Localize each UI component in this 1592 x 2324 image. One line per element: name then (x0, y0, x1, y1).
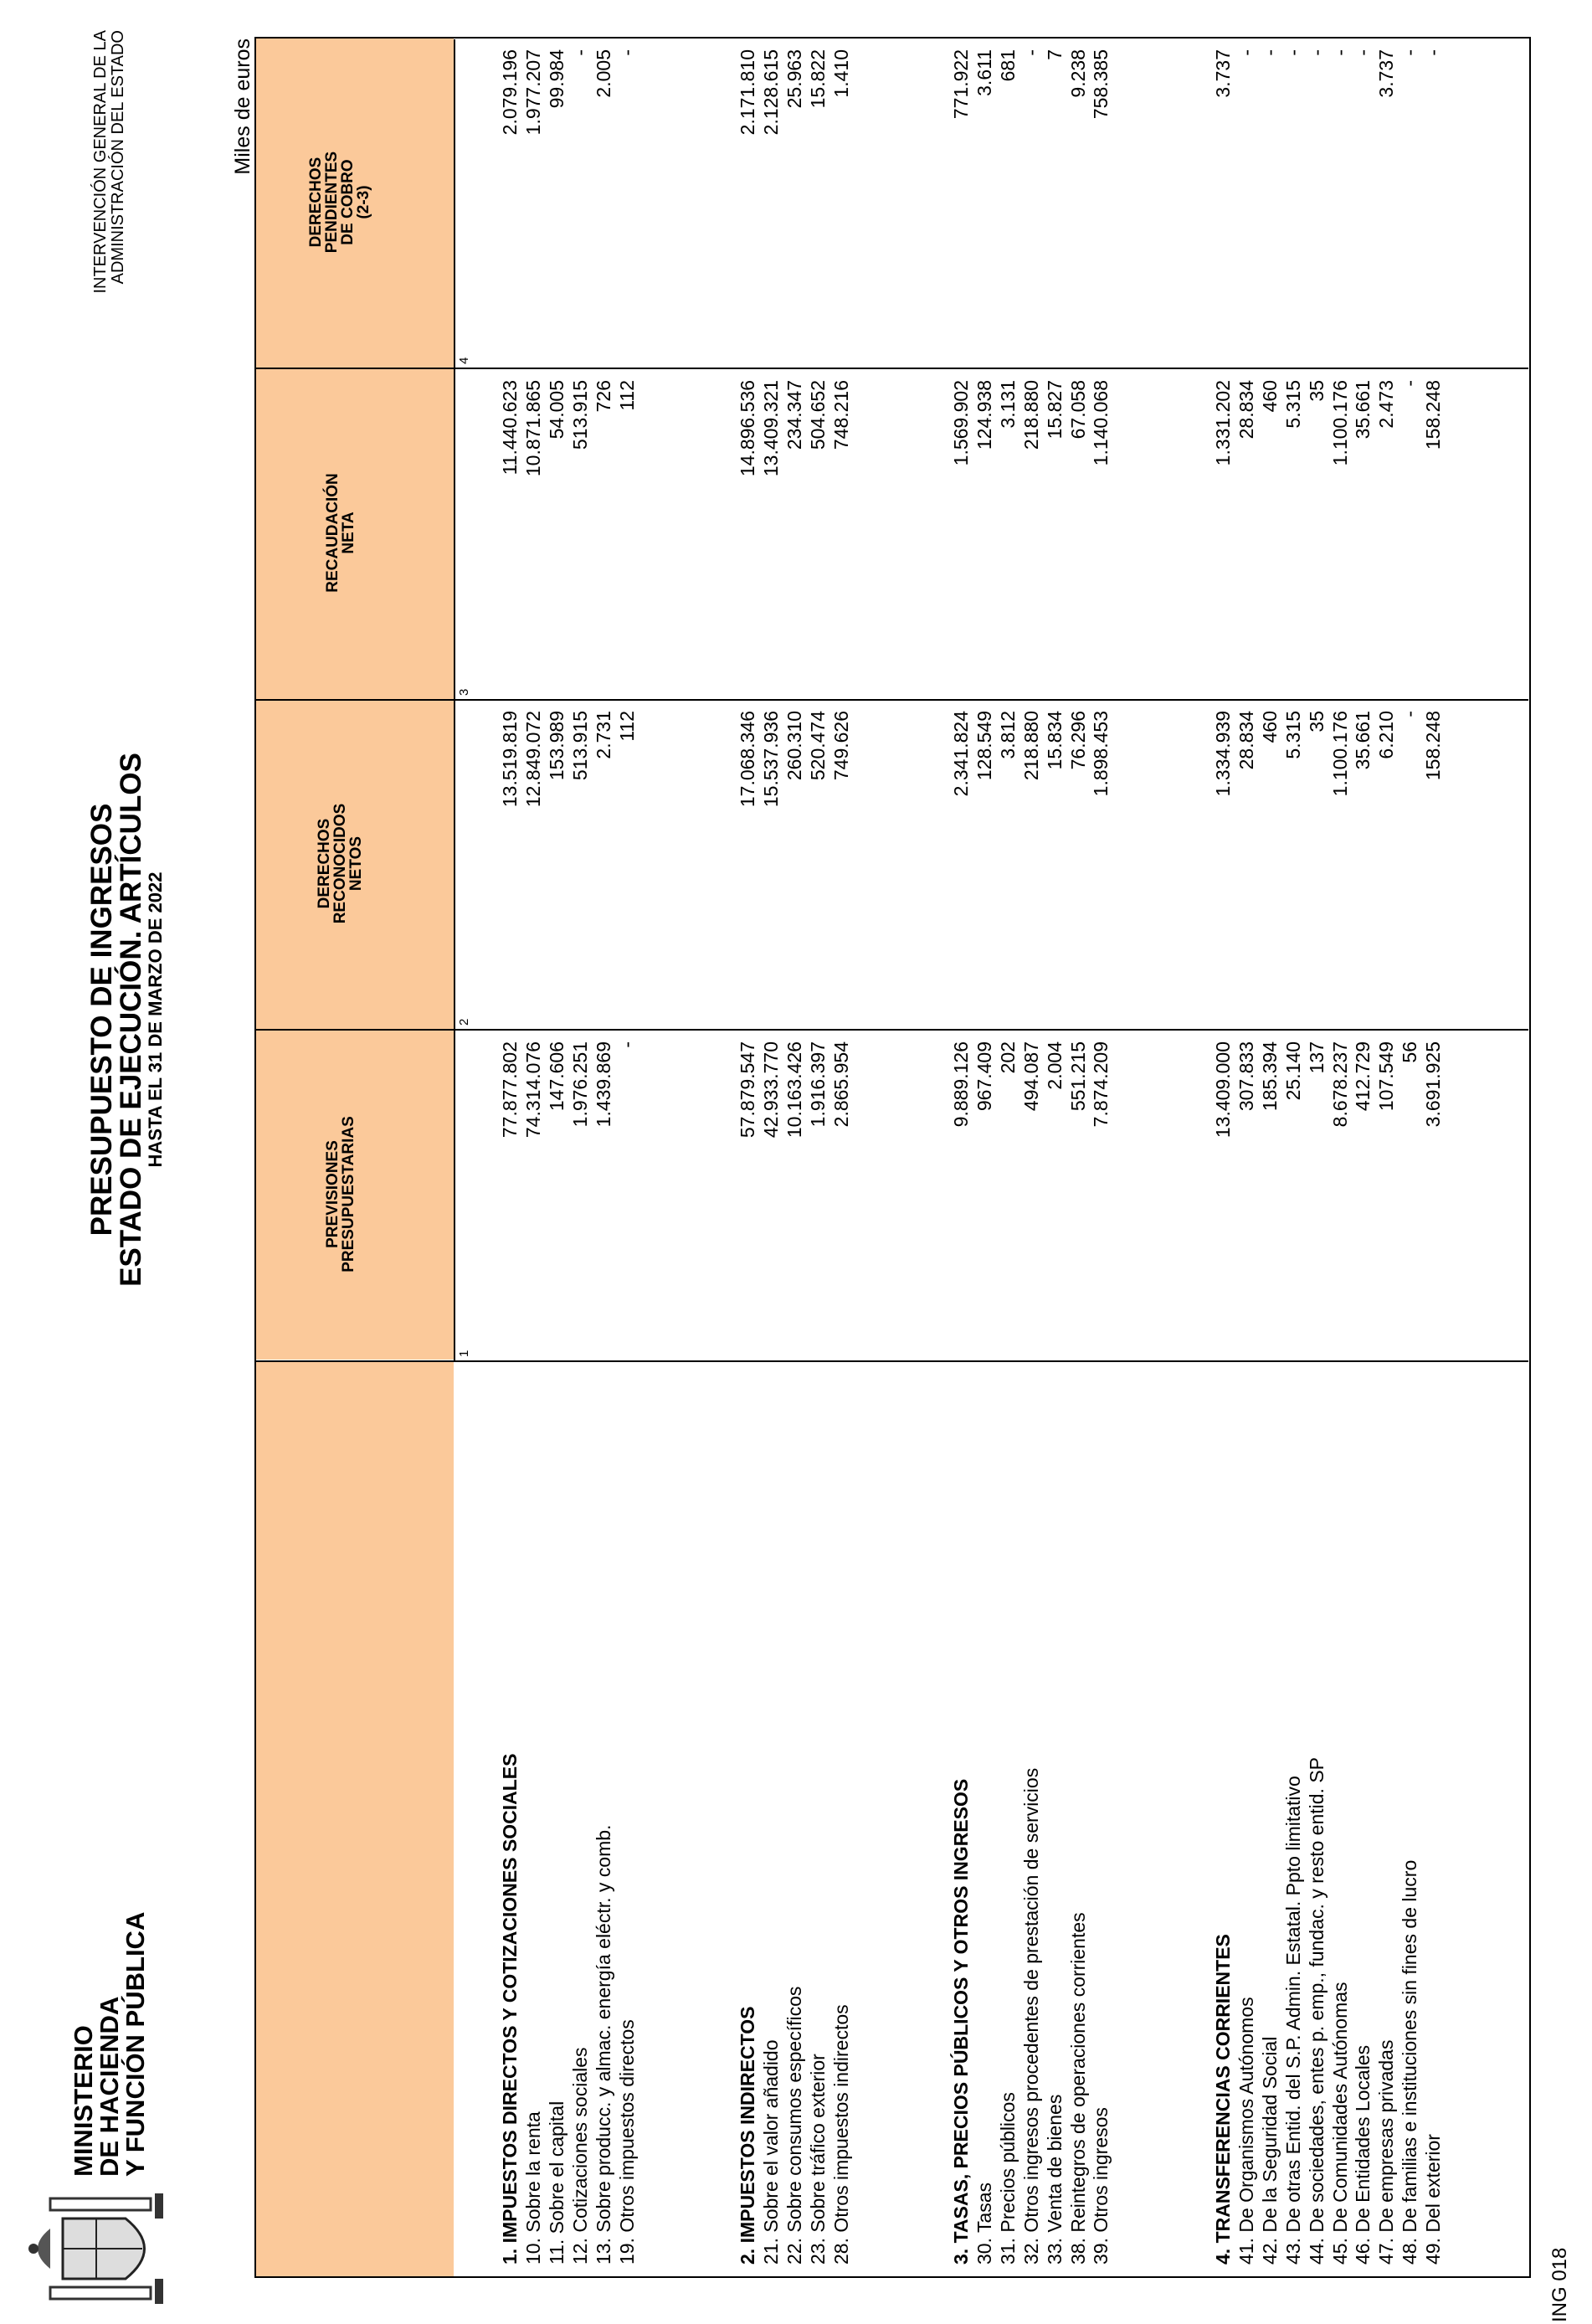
value-cell: 54.005 (545, 380, 567, 440)
value-cell: - (1399, 49, 1421, 56)
value-cell: 260.310 (783, 711, 805, 781)
table-row (1259, 39, 1281, 2276)
value-cell: 12.849.072 (521, 711, 544, 808)
value-cell: 3.611 (973, 49, 995, 96)
row-label: 30. Tasas (973, 2182, 995, 2265)
column-header-derechos-reconocidos: DERECHOS RECONOCIDOS NETOS (316, 803, 365, 924)
value-cell: 771.922 (950, 49, 972, 120)
value-cell: 7.874.209 (1090, 1041, 1112, 1128)
row-label: 23. Sobre tráfico exterior (806, 2054, 829, 2265)
units-label: Miles de euros (231, 39, 254, 175)
row-label: 19. Otros impuestos directos (615, 2019, 638, 2265)
value-cell: 124.938 (973, 380, 995, 450)
value-cell: 551.215 (1066, 1041, 1089, 1112)
table-row (546, 39, 568, 2276)
value-cell: 3.737 (1375, 49, 1398, 98)
title-line-3: HASTA EL 31 DE MARZO DE 2022 (145, 872, 166, 1168)
table-row (1235, 39, 1258, 2276)
value-cell: 99.984 (545, 49, 567, 109)
table-row (616, 39, 639, 2276)
table-row (1306, 39, 1328, 2276)
table-row (783, 39, 806, 2276)
column-number: 1 (457, 1350, 471, 1357)
column-header-previsiones: PREVISIONES PRESUPUESTARIAS (324, 1116, 357, 1273)
value-cell: 2.171.810 (737, 49, 758, 136)
column-number: 4 (457, 357, 471, 364)
value-cell: - (1352, 49, 1374, 56)
table-row (830, 39, 853, 2276)
value-cell: 1.100.176 (1328, 380, 1351, 466)
value-cell: - (1258, 49, 1281, 56)
value-cell: 128.549 (973, 711, 995, 781)
value-cell: 14.896.536 (737, 380, 758, 477)
row-label: 13. Sobre producc. y almac. energía eléctr. y comb. (592, 1824, 614, 2265)
table-row (973, 39, 996, 2276)
value-cell: 185.394 (1258, 1041, 1281, 1112)
budget-table (254, 37, 1531, 2278)
value-cell: - (1305, 49, 1328, 56)
table-row (760, 39, 783, 2276)
group-total-row (1212, 39, 1235, 2276)
value-cell: - (615, 49, 638, 56)
row-label: 12. Cotizaciones sociales (568, 2047, 591, 2265)
value-cell: 218.880 (1019, 380, 1042, 450)
value-cell: 748.216 (829, 380, 852, 450)
table-row (1090, 39, 1112, 2276)
coat-of-arms-icon (17, 2190, 184, 2307)
value-cell: 35 (1305, 711, 1328, 733)
column-number: 3 (457, 688, 471, 696)
row-label: 38. Reintegros de operaciones corrientes (1066, 1912, 1089, 2265)
row-label: 41. De Organismos Autónomos (1235, 1997, 1257, 2265)
value-cell: 13.409.000 (1212, 1041, 1234, 1139)
value-cell: 77.877.802 (499, 1041, 521, 1139)
group-total-row (499, 39, 521, 2276)
value-cell: 234.347 (783, 380, 805, 450)
table-row (593, 39, 615, 2276)
row-label: 42. De la Seguridad Social (1258, 2036, 1281, 2265)
value-cell: 2.865.954 (829, 1041, 852, 1128)
row-label: 43. De otras Entid. del S.P. Admin. Estatal. Ppto limitativo (1281, 1776, 1304, 2265)
value-cell: 57.879.547 (737, 1041, 758, 1139)
value-cell: 1.331.202 (1212, 380, 1234, 466)
row-label: 44. De sociedades, entes p. emp., fundac. y resto entid. SP (1305, 1756, 1328, 2265)
table-row (1329, 39, 1352, 2276)
table-row (1399, 39, 1421, 2276)
report-title (87, 593, 166, 1447)
value-cell: - (1235, 49, 1257, 56)
row-label: 21. Sobre el valor añadido (759, 2039, 782, 2265)
intervention-general: INTERVENCIÓN GENERAL DE LA ADMINISTRACIÓN DEL ESTADO (91, 30, 127, 294)
value-cell: - (1422, 49, 1445, 56)
value-cell: 15.822 (806, 49, 829, 109)
document-code: ING 018 (1548, 2247, 1571, 2322)
table-row (1067, 39, 1090, 2276)
row-label: 33. Venta de bienes (1043, 2094, 1066, 2265)
row-label: 11. Sobre el capital (545, 2100, 567, 2265)
value-cell: 137 (1305, 1041, 1328, 1074)
value-cell: 202 (996, 1041, 1019, 1074)
value-cell: 25.140 (1281, 1041, 1304, 1101)
value-cell: 9.238 (1066, 49, 1089, 98)
group-title: 3. TASAS, PRECIOS PÚBLICOS Y OTROS INGRESOS (950, 1778, 972, 2265)
value-cell: 28.834 (1235, 711, 1257, 770)
column-header-pendientes: DERECHOS PENDIENTES DE COBRO (2-3) (307, 151, 372, 254)
value-cell: 42.933.770 (759, 1041, 782, 1139)
value-cell: 3.131 (996, 380, 1019, 429)
table-row (1352, 39, 1374, 2276)
table-row (1044, 39, 1066, 2276)
value-cell: 35.661 (1352, 711, 1374, 770)
value-cell: 158.248 (1422, 380, 1445, 450)
value-cell: 1.140.068 (1090, 380, 1112, 466)
value-cell: 412.729 (1352, 1041, 1374, 1112)
value-cell: 218.880 (1019, 711, 1042, 781)
table-row (807, 39, 829, 2276)
value-cell: 76.296 (1066, 711, 1089, 770)
value-cell: 15.827 (1043, 380, 1066, 440)
value-cell: - (1399, 711, 1421, 717)
value-cell: 1.569.902 (950, 380, 972, 466)
value-cell: 520.474 (806, 711, 829, 781)
value-cell: 13.519.819 (499, 711, 521, 808)
row-label: 39. Otros ingresos (1090, 2107, 1112, 2265)
value-cell: 15.537.936 (759, 711, 782, 808)
value-cell: 17.068.346 (737, 711, 758, 808)
value-cell: - (1019, 49, 1042, 56)
value-cell: 11.440.623 (499, 380, 521, 476)
value-cell: 74.314.076 (521, 1041, 544, 1139)
group-total-row (950, 39, 973, 2276)
group-title: 4. TRANSFERENCIAS CORRIENTES (1212, 1934, 1234, 2265)
value-cell: 112 (615, 711, 638, 742)
value-cell: 1.334.939 (1212, 711, 1234, 797)
value-cell: 10.871.865 (521, 380, 544, 477)
value-cell: 2.341.824 (950, 711, 972, 797)
value-cell: 3.691.925 (1422, 1041, 1445, 1128)
column-number: 2 (457, 1018, 471, 1026)
column-header-recaudacion: RECAUDACIÓN NETA (324, 473, 357, 593)
value-cell: 513.915 (568, 711, 591, 781)
value-cell: 28.834 (1235, 380, 1257, 440)
value-cell: 967.409 (973, 1041, 995, 1112)
value-cell: 25.963 (783, 49, 805, 109)
value-cell: 5.315 (1281, 380, 1304, 429)
row-label: 46. De Entidades Locales (1352, 2044, 1374, 2265)
value-cell: 13.409.321 (759, 380, 782, 477)
value-cell: 3.812 (996, 711, 1019, 759)
value-cell: 2.473 (1375, 380, 1398, 429)
value-cell: 1.898.453 (1090, 711, 1112, 797)
value-cell: 9.889.126 (950, 1041, 972, 1128)
value-cell: 749.626 (829, 711, 852, 781)
value-cell: 6.210 (1375, 711, 1398, 759)
table-row (1375, 39, 1398, 2276)
row-label: 28. Otros impuestos indirectos (829, 2004, 852, 2265)
value-cell: 1.977.207 (521, 49, 544, 136)
value-cell: 3.737 (1212, 49, 1234, 98)
row-label: 10. Sobre la renta (521, 2111, 544, 2265)
row-label: 48. De familias e instituciones sin fines de lucro (1399, 1859, 1421, 2265)
value-cell: 307.833 (1235, 1041, 1257, 1112)
value-cell: 35 (1305, 380, 1328, 402)
row-label: 22. Sobre consumos específicos (783, 1986, 805, 2265)
value-cell: 15.834 (1043, 711, 1066, 770)
value-cell: 2.079.196 (499, 49, 521, 136)
table-row (522, 39, 545, 2276)
value-cell: - (1281, 49, 1304, 56)
value-cell: 513.915 (568, 380, 591, 450)
row-label: 45. De Comunidades Autónomas (1328, 1982, 1351, 2265)
table-row (1282, 39, 1305, 2276)
value-cell: 1.439.869 (592, 1041, 614, 1128)
label-header-cell (256, 1362, 454, 2276)
value-cell: 2.005 (592, 49, 614, 98)
value-cell: 8.678.237 (1328, 1041, 1351, 1128)
row-label: 32. Otros ingresos procedentes de prestación de servicios (1019, 1767, 1042, 2265)
value-cell: 1.976.251 (568, 1041, 591, 1128)
row-label: 47. De empresas privadas (1375, 2039, 1398, 2265)
row-label: 49. Del exterior (1422, 2134, 1445, 2265)
value-cell: 10.163.426 (783, 1041, 805, 1139)
value-cell: 1.100.176 (1328, 711, 1351, 797)
table-row (997, 39, 1019, 2276)
value-cell: 5.315 (1281, 711, 1304, 759)
value-cell: 681 (996, 49, 1019, 82)
value-cell: 460 (1258, 380, 1281, 413)
value-cell: 726 (592, 380, 614, 413)
value-cell: 107.549 (1375, 1041, 1398, 1112)
row-label: 31. Precios públicos (996, 2092, 1019, 2265)
table-row (1422, 39, 1445, 2276)
value-cell: 153.989 (545, 711, 567, 781)
value-cell: 1.916.397 (806, 1041, 829, 1128)
value-cell: 1.410 (829, 49, 852, 98)
value-cell: - (568, 49, 591, 56)
value-cell: 2.004 (1043, 1041, 1066, 1090)
value-cell: 460 (1258, 711, 1281, 743)
value-cell: 7 (1043, 49, 1066, 60)
value-cell: 56 (1399, 1041, 1421, 1063)
ministry-name: MINISTERIO DE HACIENDA Y FUNCIÓN PÚBLICA (69, 1911, 150, 2177)
value-cell: 504.652 (806, 380, 829, 450)
value-cell: 112 (615, 380, 638, 411)
value-cell: - (1399, 380, 1421, 387)
title-line-2: ESTADO DE EJECUCIÓN. ARTÍCULOS (115, 753, 147, 1287)
group-title: 1. IMPUESTOS DIRECTOS Y COTIZACIONES SOCIALES (499, 1753, 521, 2265)
value-cell: 2.731 (592, 711, 614, 759)
value-cell: 35.661 (1352, 380, 1374, 440)
group-total-row (737, 39, 759, 2276)
value-cell: 758.385 (1090, 49, 1112, 120)
value-cell: - (1328, 49, 1351, 56)
table-row (569, 39, 592, 2276)
value-cell: 147.606 (545, 1041, 567, 1112)
value-cell: 494.087 (1019, 1041, 1042, 1112)
value-cell: - (615, 1041, 638, 1048)
value-cell: 158.248 (1422, 711, 1445, 781)
title-line-1: PRESUPUESTO DE INGRESOS (85, 803, 118, 1237)
group-title: 2. IMPUESTOS INDIRECTOS (737, 2006, 758, 2265)
value-cell: 67.058 (1066, 380, 1089, 440)
table-row (1020, 39, 1043, 2276)
value-cell: 2.128.615 (759, 49, 782, 136)
header-underline (454, 39, 455, 1362)
